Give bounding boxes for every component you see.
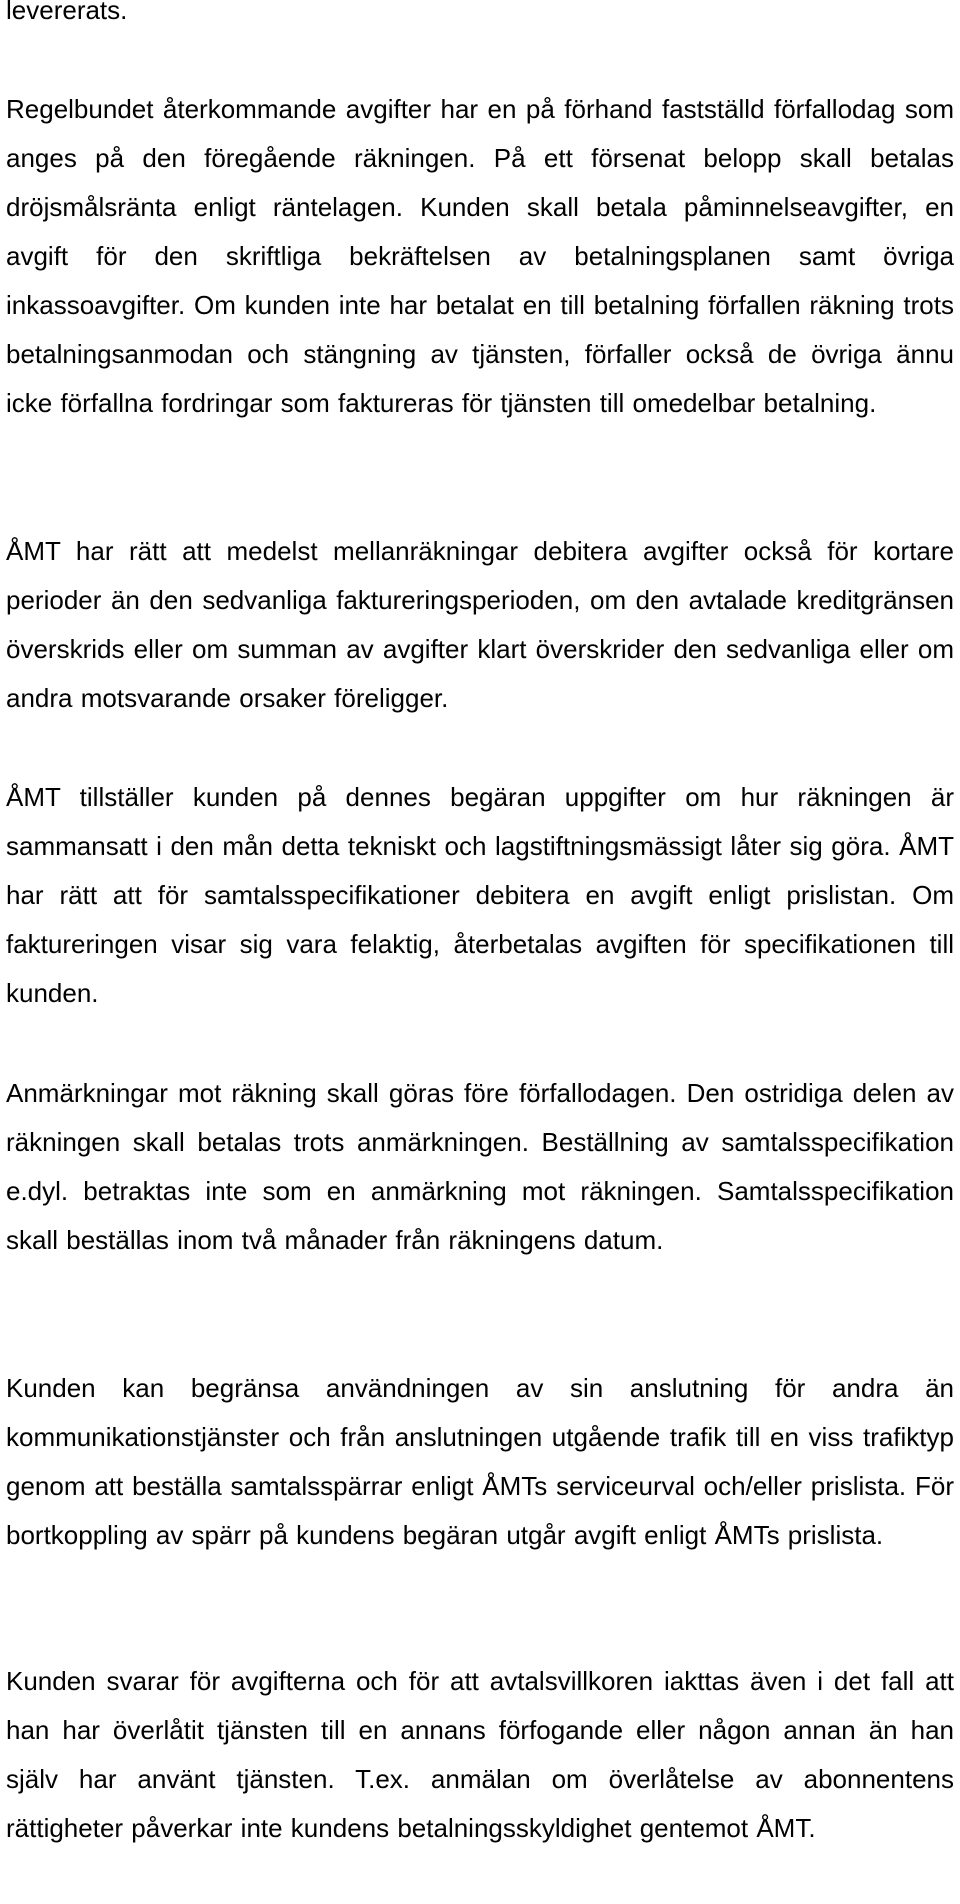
paragraph-call-barring: Kunden kan begränsa användningen av sin anslutning för andra än kommunikationstjänster och från anslutningen utgående trafik till en viss trafiktyp genom att beställa samtalsspärrar enligt ÅMTs serviceurval och/eller prislista. För bortkoppling av spärr på kundens begäran utgår avgift enligt ÅMTs prislista. <box>6 1373 954 1550</box>
paragraph-customer-liability: Kunden svarar för avgifterna och för att avtalsvillkoren iakttas även i det fall att han har överlåtit tjänsten till en annans förfogande eller någon annan än han själv har använt tjänsten. T.ex. anmälan om överlåtelse av abonnentens rättigheter påverkar inte kundens betalningsskyldighet gentemot ÅMT. <box>6 1666 954 1843</box>
paragraph-invoice-remarks: Anmärkningar mot räkning skall göras före förfallodagen. Den ostridiga delen av räkningen skall betalas trots anmärkningen. Beställning av samtalsspecifikation e.dyl. betraktas inte som en anmärkning mot räkningen. Samtalsspecifikation skall beställas inom två månader från räkningens datum. <box>6 1078 954 1255</box>
paragraph-interim-invoices: ÅMT har rätt att medelst mellanräkningar debitera avgifter också för kortare perioder än den sedvanliga faktureringsperioden, om den avtalade kreditgränsen överskrids eller om summan av avgifter klart överskrider den sedvanliga eller om andra motsvarande orsaker föreligger. <box>6 536 954 713</box>
paragraph-continuation: levererats. <box>6 0 128 25</box>
paragraph-invoice-specification: ÅMT tillställer kunden på dennes begäran uppgifter om hur räkningen är sammansatt i den mån detta tekniskt och lagstiftningsmässigt låter sig göra. ÅMT har rätt att för samtalsspecifikationer debitera en avgift enligt prislistan. Om faktureringen visar sig vara felaktig, återbetalas avgiften för specifikationen till kunden. <box>6 782 954 1008</box>
paragraph-recurring-fees: Regelbundet återkommande avgifter har en på förhand fastställd förfallodag som anges på den föregående räkningen. På ett försenat belopp skall betalas dröjsmålsränta enligt räntelagen. Kunden skall betala påminnelseavgifter, en avgift för den skriftliga bekräftelsen av betalningsplanen samt övriga inkassoavgifter. Om kunden inte har betalat en till betalning förfallen räkning trots betalningsanmodan och stängning av tjänsten, förfaller också de övriga ännu icke förfallna fordringar som faktureras för tjänsten till omedelbar betalning. <box>6 94 954 418</box>
